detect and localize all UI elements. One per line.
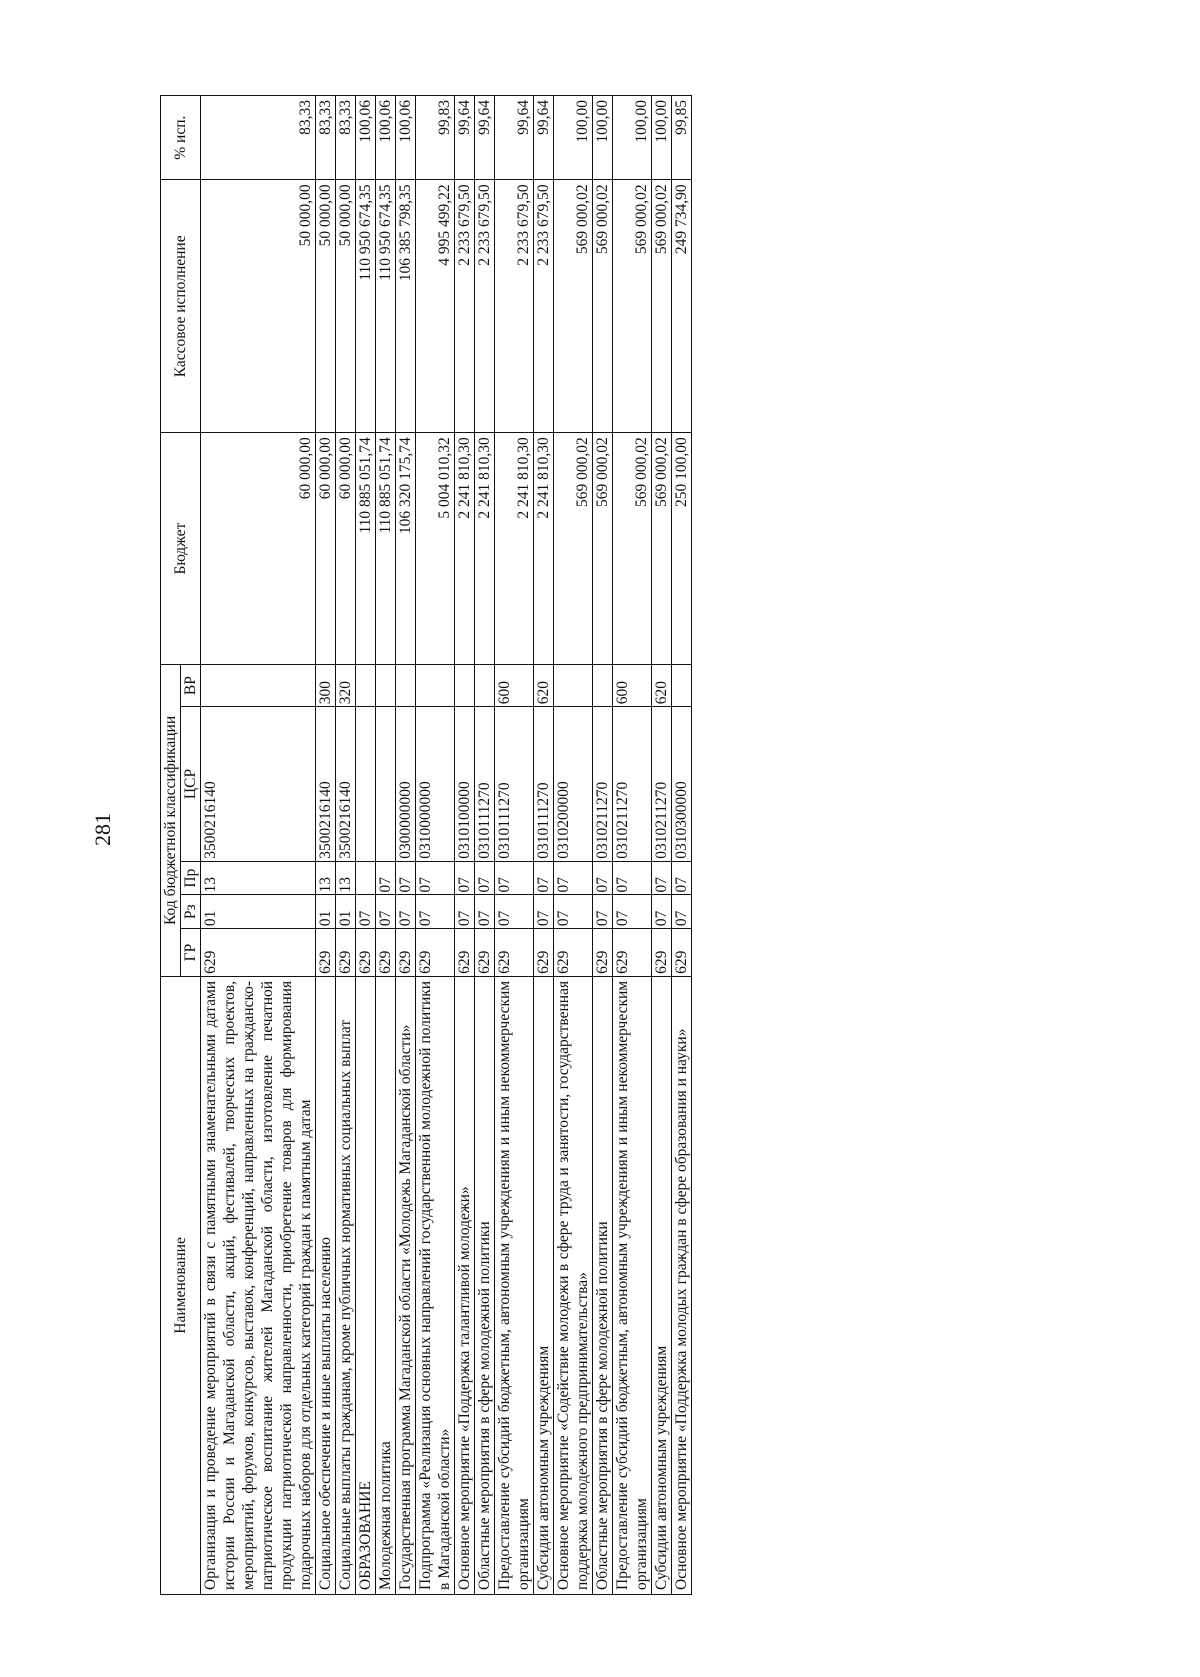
cell-cash: 110 950 674,35 (356, 180, 376, 433)
cell-gr: 629 (475, 929, 495, 977)
header-cash: Кассовое исполнение (161, 180, 201, 433)
header-rz: Рз (181, 895, 201, 929)
cell-rz: 07 (593, 895, 613, 929)
cell-cash: 4 995 499,22 (416, 180, 455, 433)
cell-rz: 07 (356, 895, 376, 929)
cell-budget: 2 241 810,30 (534, 433, 554, 665)
cell-vr (455, 665, 475, 707)
cell-pr: 07 (554, 861, 593, 895)
cell-percent: 100,06 (356, 96, 376, 180)
cell-gr: 629 (652, 929, 672, 977)
cell-percent: 100,06 (376, 96, 396, 180)
header-budget: Бюджет (161, 433, 201, 665)
cell-csr: 3500216140 (316, 707, 336, 862)
cell-rz: 07 (455, 895, 475, 929)
cell-cash: 249 734,90 (672, 180, 692, 433)
cell-percent: 99,85 (672, 96, 692, 180)
cell-name: Социальные выплаты гражданам, кроме публичных нормативных социальных выплат (336, 976, 356, 1594)
cell-rz: 07 (554, 895, 593, 929)
cell-cash: 569 000,02 (613, 180, 652, 433)
cell-budget: 2 241 810,30 (455, 433, 475, 665)
cell-percent: 100,00 (593, 96, 613, 180)
cell-pr: 07 (593, 861, 613, 895)
header-csr: ЦСР (181, 707, 201, 862)
cell-rz: 07 (613, 895, 652, 929)
cell-budget: 250 100,00 (672, 433, 692, 665)
cell-rz: 01 (201, 895, 316, 929)
table-row (554, 96, 593, 1595)
table-body (201, 96, 692, 1595)
cell-cash: 106 385 798,35 (396, 180, 416, 433)
cell-gr: 629 (201, 929, 316, 977)
cell-cash: 569 000,02 (652, 180, 672, 433)
page-number: 281 (90, 813, 115, 846)
cell-budget: 5 004 010,32 (416, 433, 455, 665)
header-pr: Пр (181, 861, 201, 895)
header-name: Наименование (161, 976, 201, 1594)
cell-pr: 07 (613, 861, 652, 895)
cell-cash: 569 000,02 (554, 180, 593, 433)
cell-gr: 629 (613, 929, 652, 977)
cell-gr: 629 (396, 929, 416, 977)
table-row (672, 96, 692, 1595)
cell-cash: 110 950 674,35 (376, 180, 396, 433)
cell-pr: 13 (201, 861, 316, 895)
cell-percent: 83,33 (316, 96, 336, 180)
cell-vr: 600 (613, 665, 652, 707)
cell-budget: 569 000,02 (652, 433, 672, 665)
cell-name: Организация и проведение мероприятий в связи с памятными знаменательными датами истории России и Магаданской области, акций, фестивалей, творческих проектов, мероприятий, форумов, конкурсов, выставок, конференций, направленных на гражданско-патриотическое воспитание жителей Магаданской области, изготовление печатной продукции патриотической направленности, приобретение товаров для формирования подарочных наборов для отдельных категорий граждан к памятным датам (201, 976, 316, 1594)
cell-cash: 50 000,00 (316, 180, 336, 433)
cell-gr: 629 (336, 929, 356, 977)
header-gr: ГР (181, 929, 201, 977)
cell-rz: 07 (534, 895, 554, 929)
cell-percent: 99,64 (475, 96, 495, 180)
cell-vr (475, 665, 495, 707)
table-row (652, 96, 672, 1595)
cell-name: Основное мероприятие «Содействие молодежи в сфере труда и занятости, государственная поддержка молодежного предпринимательства» (554, 976, 593, 1594)
table-row (495, 96, 534, 1595)
table-row (593, 96, 613, 1595)
cell-csr (376, 707, 396, 862)
cell-vr (201, 665, 316, 707)
cell-cash: 2 233 679,50 (475, 180, 495, 433)
cell-rz: 07 (475, 895, 495, 929)
cell-name: Социальное обеспечение и иные выплаты населению (316, 976, 336, 1594)
cell-csr: 0310211270 (613, 707, 652, 862)
cell-cash: 50 000,00 (336, 180, 356, 433)
cell-csr: 3500216140 (336, 707, 356, 862)
cell-pr: 07 (672, 861, 692, 895)
cell-percent: 100,00 (652, 96, 672, 180)
cell-gr: 629 (416, 929, 455, 977)
cell-budget: 110 885 051,74 (376, 433, 396, 665)
table-row (356, 96, 376, 1595)
cell-pr: 07 (534, 861, 554, 895)
table-row (376, 96, 396, 1595)
cell-vr (396, 665, 416, 707)
cell-pr: 07 (475, 861, 495, 895)
cell-csr: 0310300000 (672, 707, 692, 862)
cell-vr: 620 (652, 665, 672, 707)
cell-name: Государственная программа Магаданской области «Молодежь Магаданской области» (396, 976, 416, 1594)
cell-name: Областные мероприятия в сфере молодежной политики (475, 976, 495, 1594)
cell-gr: 629 (495, 929, 534, 977)
cell-csr: 0310111270 (475, 707, 495, 862)
table-header (161, 96, 201, 1595)
cell-gr: 629 (356, 929, 376, 977)
cell-rz: 01 (336, 895, 356, 929)
cell-name: Основное мероприятие «Поддержка талантливой молодежи» (455, 976, 475, 1594)
cell-budget: 106 320 175,74 (396, 433, 416, 665)
cell-gr: 629 (455, 929, 475, 977)
cell-budget: 569 000,02 (593, 433, 613, 665)
cell-percent: 99,64 (495, 96, 534, 180)
cell-name: Субсидии автономным учреждениям (534, 976, 554, 1594)
cell-rz: 07 (672, 895, 692, 929)
cell-pr: 07 (495, 861, 534, 895)
cell-name: Подпрограмма «Реализация основных направлений государственной молодежной политики в Магаданской области» (416, 976, 455, 1594)
cell-name: Молодежная политика (376, 976, 396, 1594)
cell-name: Субсидии автономным учреждениям (652, 976, 672, 1594)
cell-budget: 60 000,00 (316, 433, 336, 665)
cell-rz: 07 (376, 895, 396, 929)
cell-vr (593, 665, 613, 707)
cell-gr: 629 (593, 929, 613, 977)
cell-budget: 2 241 810,30 (495, 433, 534, 665)
cell-budget: 569 000,02 (554, 433, 593, 665)
cell-rz: 07 (652, 895, 672, 929)
cell-cash: 2 233 679,50 (455, 180, 475, 433)
cell-rz: 01 (316, 895, 336, 929)
cell-pr: 13 (336, 861, 356, 895)
cell-name: ОБРАЗОВАНИЕ (356, 976, 376, 1594)
cell-gr: 629 (672, 929, 692, 977)
cell-percent: 83,33 (201, 96, 316, 180)
cell-pr (356, 861, 376, 895)
table-row (201, 96, 316, 1595)
table-row (534, 96, 554, 1595)
cell-name: Предоставление субсидий бюджетным, автономным учреждениям и иным некоммерческим организациям (613, 976, 652, 1594)
cell-vr (376, 665, 396, 707)
table-row (613, 96, 652, 1595)
cell-name: Основное мероприятие «Поддержка молодых граждан в сфере образования и науки» (672, 976, 692, 1594)
cell-gr: 629 (376, 929, 396, 977)
cell-pr: 07 (652, 861, 672, 895)
cell-gr: 629 (534, 929, 554, 977)
cell-csr (356, 707, 376, 862)
cell-percent: 100,00 (554, 96, 593, 180)
cell-cash: 569 000,02 (593, 180, 613, 433)
cell-vr (416, 665, 455, 707)
cell-vr: 300 (316, 665, 336, 707)
cell-vr (672, 665, 692, 707)
cell-cash: 2 233 679,50 (534, 180, 554, 433)
cell-gr: 629 (554, 929, 593, 977)
cell-percent: 99,83 (416, 96, 455, 180)
cell-csr: 0310200000 (554, 707, 593, 862)
cell-budget: 110 885 051,74 (356, 433, 376, 665)
cell-csr: 0310000000 (416, 707, 455, 862)
cell-budget: 569 000,02 (613, 433, 652, 665)
cell-pr: 07 (416, 861, 455, 895)
rotated-table-container (160, 95, 1050, 1595)
table-row (336, 96, 356, 1595)
table-row (316, 96, 336, 1595)
cell-name: Областные мероприятия в сфере молодежной политики (593, 976, 613, 1594)
cell-pr: 07 (455, 861, 475, 895)
cell-pr: 07 (376, 861, 396, 895)
cell-cash: 2 233 679,50 (495, 180, 534, 433)
header-code-group: Код бюджетной классификации (161, 665, 181, 977)
cell-vr: 600 (495, 665, 534, 707)
cell-budget: 60 000,00 (201, 433, 316, 665)
cell-gr: 629 (316, 929, 336, 977)
cell-pr: 13 (316, 861, 336, 895)
budget-table (160, 95, 692, 1595)
table-row (396, 96, 416, 1595)
cell-rz: 07 (396, 895, 416, 929)
cell-csr: 0310111270 (495, 707, 534, 862)
cell-percent: 100,06 (396, 96, 416, 180)
cell-pr: 07 (396, 861, 416, 895)
cell-vr (554, 665, 593, 707)
cell-csr: 0310111270 (534, 707, 554, 862)
cell-vr (356, 665, 376, 707)
table-row (455, 96, 475, 1595)
table-row (475, 96, 495, 1595)
cell-name: Предоставление субсидий бюджетным, автономным учреждениям и иным некоммерческим организациям (495, 976, 534, 1594)
table-row (416, 96, 455, 1595)
cell-csr: 0300000000 (396, 707, 416, 862)
cell-percent: 99,64 (455, 96, 475, 180)
cell-budget: 60 000,00 (336, 433, 356, 665)
cell-rz: 07 (495, 895, 534, 929)
cell-vr: 620 (534, 665, 554, 707)
cell-csr: 0310211270 (652, 707, 672, 862)
cell-rz: 07 (416, 895, 455, 929)
cell-percent: 83,33 (336, 96, 356, 180)
cell-percent: 99,64 (534, 96, 554, 180)
header-percent: % исп. (161, 96, 201, 180)
cell-vr: 320 (336, 665, 356, 707)
cell-csr: 3500216140 (201, 707, 316, 862)
cell-cash: 50 000,00 (201, 180, 316, 433)
header-vr: ВР (181, 665, 201, 707)
cell-csr: 0310100000 (455, 707, 475, 862)
cell-budget: 2 241 810,30 (475, 433, 495, 665)
cell-percent: 100,00 (613, 96, 652, 180)
cell-csr: 0310211270 (593, 707, 613, 862)
